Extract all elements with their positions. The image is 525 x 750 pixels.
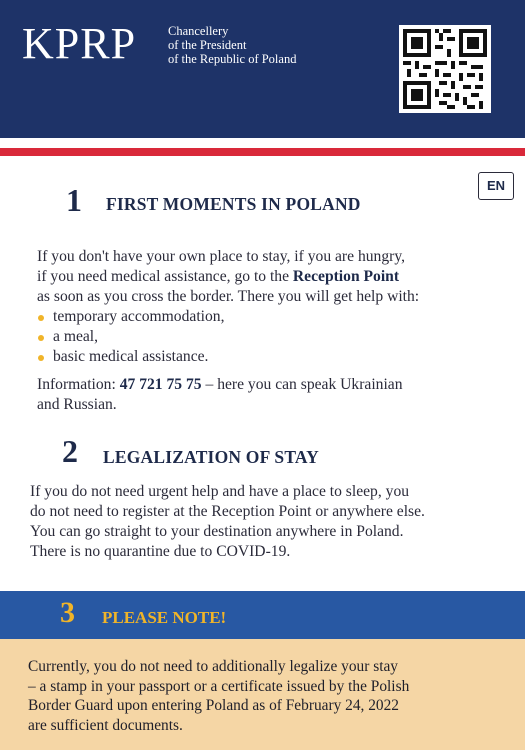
section-2-line-2: do not need to register at the Reception Point or anywhere else. <box>30 503 425 520</box>
intro-line-1: If you don't have your own place to stay, if you are hungry, <box>37 248 406 265</box>
info-line-2: and Russian. <box>37 396 117 413</box>
section-2-number: 2 <box>62 433 78 469</box>
bullet-dot-icon <box>38 355 44 361</box>
chancellery-line-1: Chancellery <box>168 24 229 38</box>
section-3-line-2: – a stamp in your passport or a certificate issued by the Polish <box>28 677 410 695</box>
section-1-intro <box>37 247 517 367</box>
info-phone[interactable]: 47 721 75 75 <box>119 376 202 393</box>
bullet-dot-icon <box>38 335 44 341</box>
section-1-info <box>37 375 517 415</box>
list-item <box>37 307 517 327</box>
info-line-1 <box>37 375 517 395</box>
help-list <box>37 307 517 367</box>
section-3-line-3: Border Guard upon entering Poland as of February 24, 2022 <box>28 697 400 714</box>
kprp-logo: KPRP <box>22 19 137 68</box>
please-note-body <box>0 639 525 750</box>
intro-line-2 <box>37 267 517 287</box>
list-item-text: temporary accommodation, <box>53 308 225 325</box>
section-1-number: 1 <box>66 182 82 218</box>
info-rest-1: – here you can speak Ukrainian <box>201 376 403 393</box>
header-banner <box>0 0 525 138</box>
section-2-line-1: If you do not need urgent help and have a place to sleep, you <box>30 483 410 500</box>
section-3-number: 3 <box>60 596 75 629</box>
reception-point-text: Reception Point <box>292 268 400 285</box>
list-item <box>37 347 517 367</box>
list-item <box>37 327 517 347</box>
chancellery-line-2: of the President <box>168 38 247 52</box>
section-3-line-4: are sufficient documents. <box>28 716 183 734</box>
list-item-text: a meal, <box>53 328 99 345</box>
white-stripe <box>0 138 525 148</box>
chancellery-text <box>168 24 296 66</box>
section-3-title: PLEASE NOTE! <box>102 608 227 627</box>
please-note-bar <box>0 591 525 639</box>
intro-line-2-text: if you need medical assistance, go to the <box>37 268 293 285</box>
bullet-dot-icon <box>38 315 44 321</box>
list-item-text: basic medical assistance. <box>53 348 209 365</box>
section-2-title: LEGALIZATION OF STAY <box>103 447 319 467</box>
qr-code-icon[interactable] <box>399 25 491 113</box>
section-3-line-1: Currently, you do not need to additionally legalize your stay <box>28 658 398 675</box>
language-badge[interactable]: EN <box>478 172 514 200</box>
section-1-title: FIRST MOMENTS IN POLAND <box>106 194 361 214</box>
section-2-line-3: You can go straight to your destination anywhere in Poland. <box>30 523 404 540</box>
section-3-text <box>28 657 508 735</box>
intro-line-3: as soon as you cross the border. There you will get help with: <box>37 288 420 305</box>
section-2-body <box>30 482 520 562</box>
info-label: Information: <box>37 376 120 393</box>
section-2-line-4: There is no quarantine due to COVID-19. <box>30 543 291 560</box>
chancellery-line-3: of the Republic of Poland <box>168 52 297 66</box>
red-stripe <box>0 148 525 156</box>
